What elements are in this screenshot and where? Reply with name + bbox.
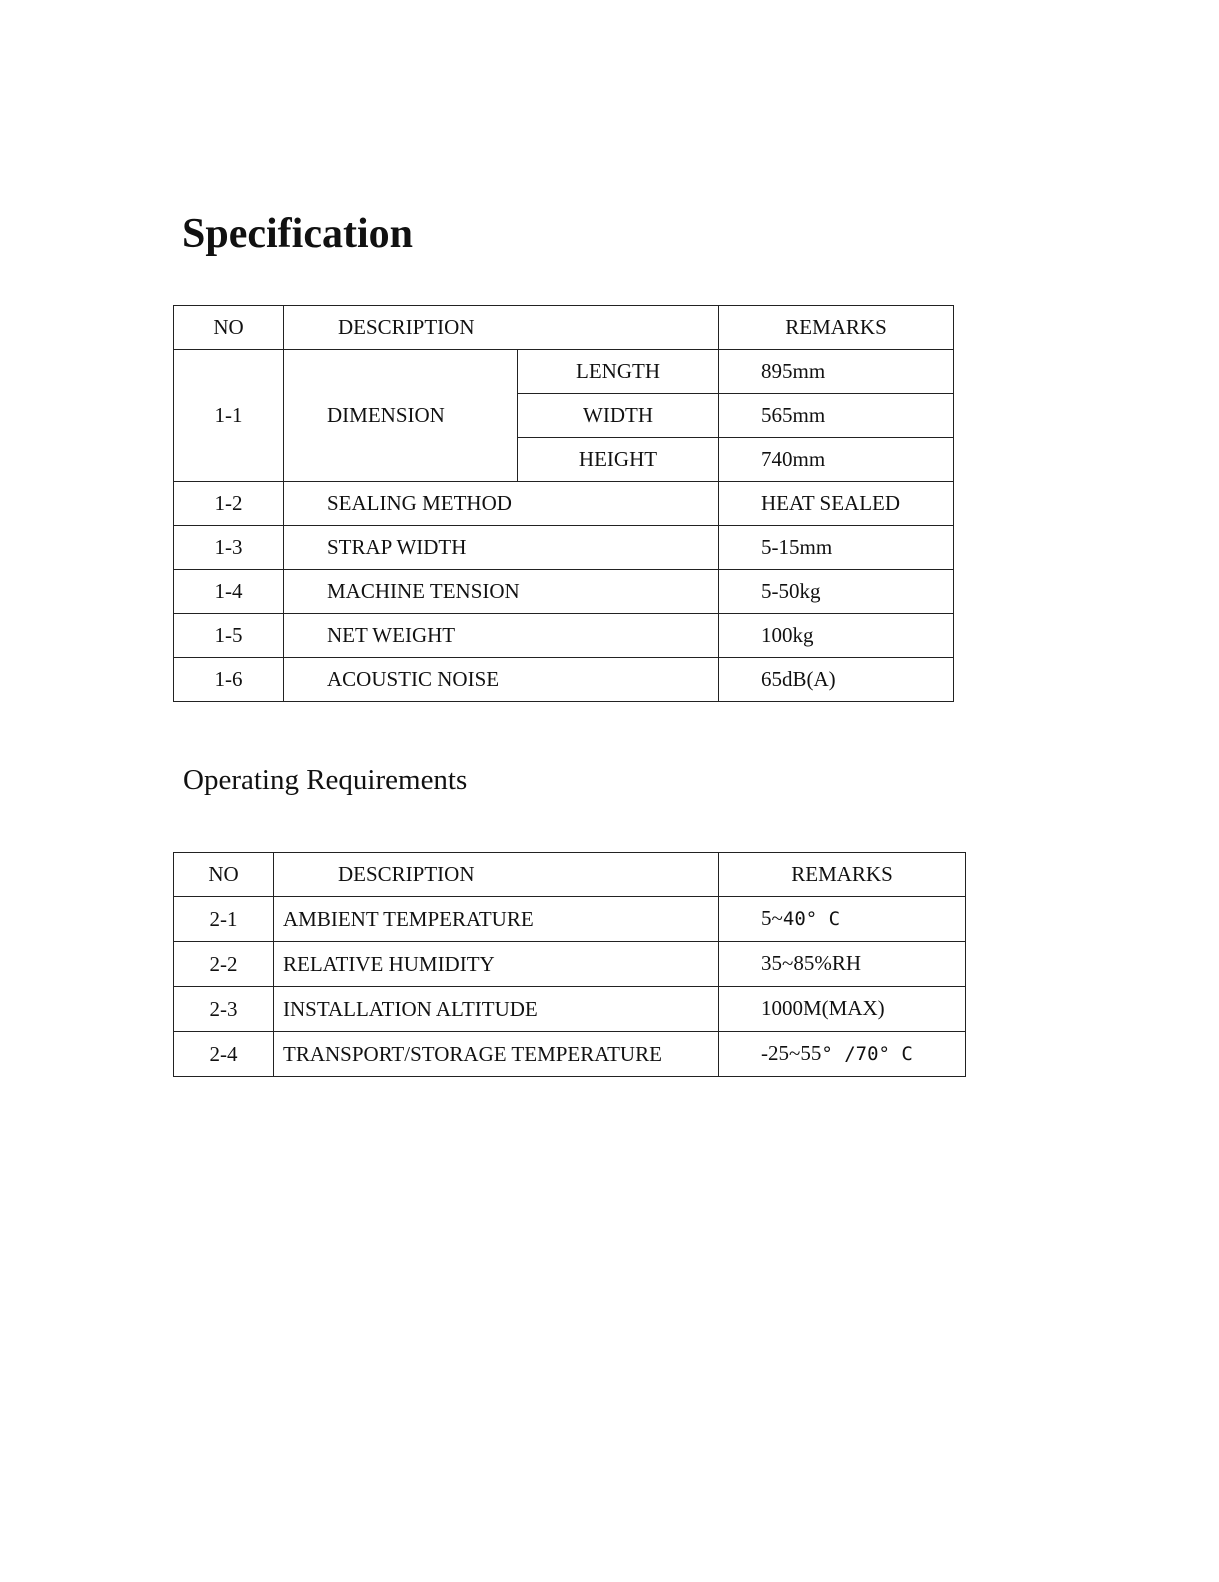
row-no: 1-4: [174, 570, 284, 614]
row-no: 1-1: [174, 350, 284, 482]
row-remarks: 895mm: [719, 350, 954, 394]
remarks-text: 5~: [761, 906, 783, 930]
table-row: [174, 897, 966, 942]
table-header-row: [174, 853, 966, 897]
row-description: MACHINE TENSION: [284, 570, 719, 614]
remarks-text: -25~55: [761, 1041, 822, 1065]
remarks-unit: 40° C: [782, 908, 841, 930]
row-no: 1-3: [174, 526, 284, 570]
row-remarks: [719, 987, 966, 1032]
row-remarks: 740mm: [719, 438, 954, 482]
row-remarks: 565mm: [719, 394, 954, 438]
dimension-sub-label: HEIGHT: [518, 438, 719, 482]
table-row: [174, 987, 966, 1032]
row-remarks: 5-15mm: [719, 526, 954, 570]
row-description: NET WEIGHT: [284, 614, 719, 658]
remarks-text: 35~85%RH: [761, 951, 862, 975]
row-description: STRAP WIDTH: [284, 526, 719, 570]
row-no: 1-2: [174, 482, 284, 526]
row-no: 2-4: [174, 1032, 274, 1077]
header-no: NO: [174, 306, 284, 350]
row-no: 1-5: [174, 614, 284, 658]
row-no: 1-6: [174, 658, 284, 702]
row-description: INSTALLATION ALTITUDE: [274, 987, 719, 1032]
row-remarks: [719, 1032, 966, 1077]
row-description: SEALING METHOD: [284, 482, 719, 526]
row-description: RELATIVE HUMIDITY: [274, 942, 719, 987]
table-row: [174, 482, 954, 526]
operating-title: Operating Requirements: [183, 764, 468, 796]
row-no: 2-1: [174, 897, 274, 942]
table-row: [174, 658, 954, 702]
table-row: [174, 942, 966, 987]
row-remarks: HEAT SEALED: [719, 482, 954, 526]
remarks-unit: ° /70° C: [821, 1043, 913, 1065]
specification-table: [173, 305, 954, 702]
table-row: [174, 526, 954, 570]
table-row: [174, 350, 954, 394]
spec-title: Specification: [182, 211, 413, 257]
row-remarks: 65dB(A): [719, 658, 954, 702]
row-description: DIMENSION: [284, 350, 518, 482]
table-header-row: [174, 306, 954, 350]
row-no: 2-3: [174, 987, 274, 1032]
row-remarks: [719, 942, 966, 987]
row-remarks: [719, 897, 966, 942]
row-remarks: 100kg: [719, 614, 954, 658]
operating-requirements-table: [173, 852, 966, 1077]
remarks-text: 1000M(MAX): [761, 996, 885, 1020]
header-no: NO: [174, 853, 274, 897]
row-description: AMBIENT TEMPERATURE: [274, 897, 719, 942]
row-description: ACOUSTIC NOISE: [284, 658, 719, 702]
header-remarks: REMARKS: [719, 853, 966, 897]
row-no: 2-2: [174, 942, 274, 987]
header-remarks: REMARKS: [719, 306, 954, 350]
table-row: [174, 614, 954, 658]
table-row: [174, 1032, 966, 1077]
row-description: TRANSPORT/STORAGE TEMPERATURE: [274, 1032, 719, 1077]
header-description: DESCRIPTION: [274, 853, 719, 897]
dimension-sub-label: WIDTH: [518, 394, 719, 438]
dimension-sub-label: LENGTH: [518, 350, 719, 394]
row-remarks: 5-50kg: [719, 570, 954, 614]
table-row: [174, 570, 954, 614]
header-description: DESCRIPTION: [284, 306, 719, 350]
